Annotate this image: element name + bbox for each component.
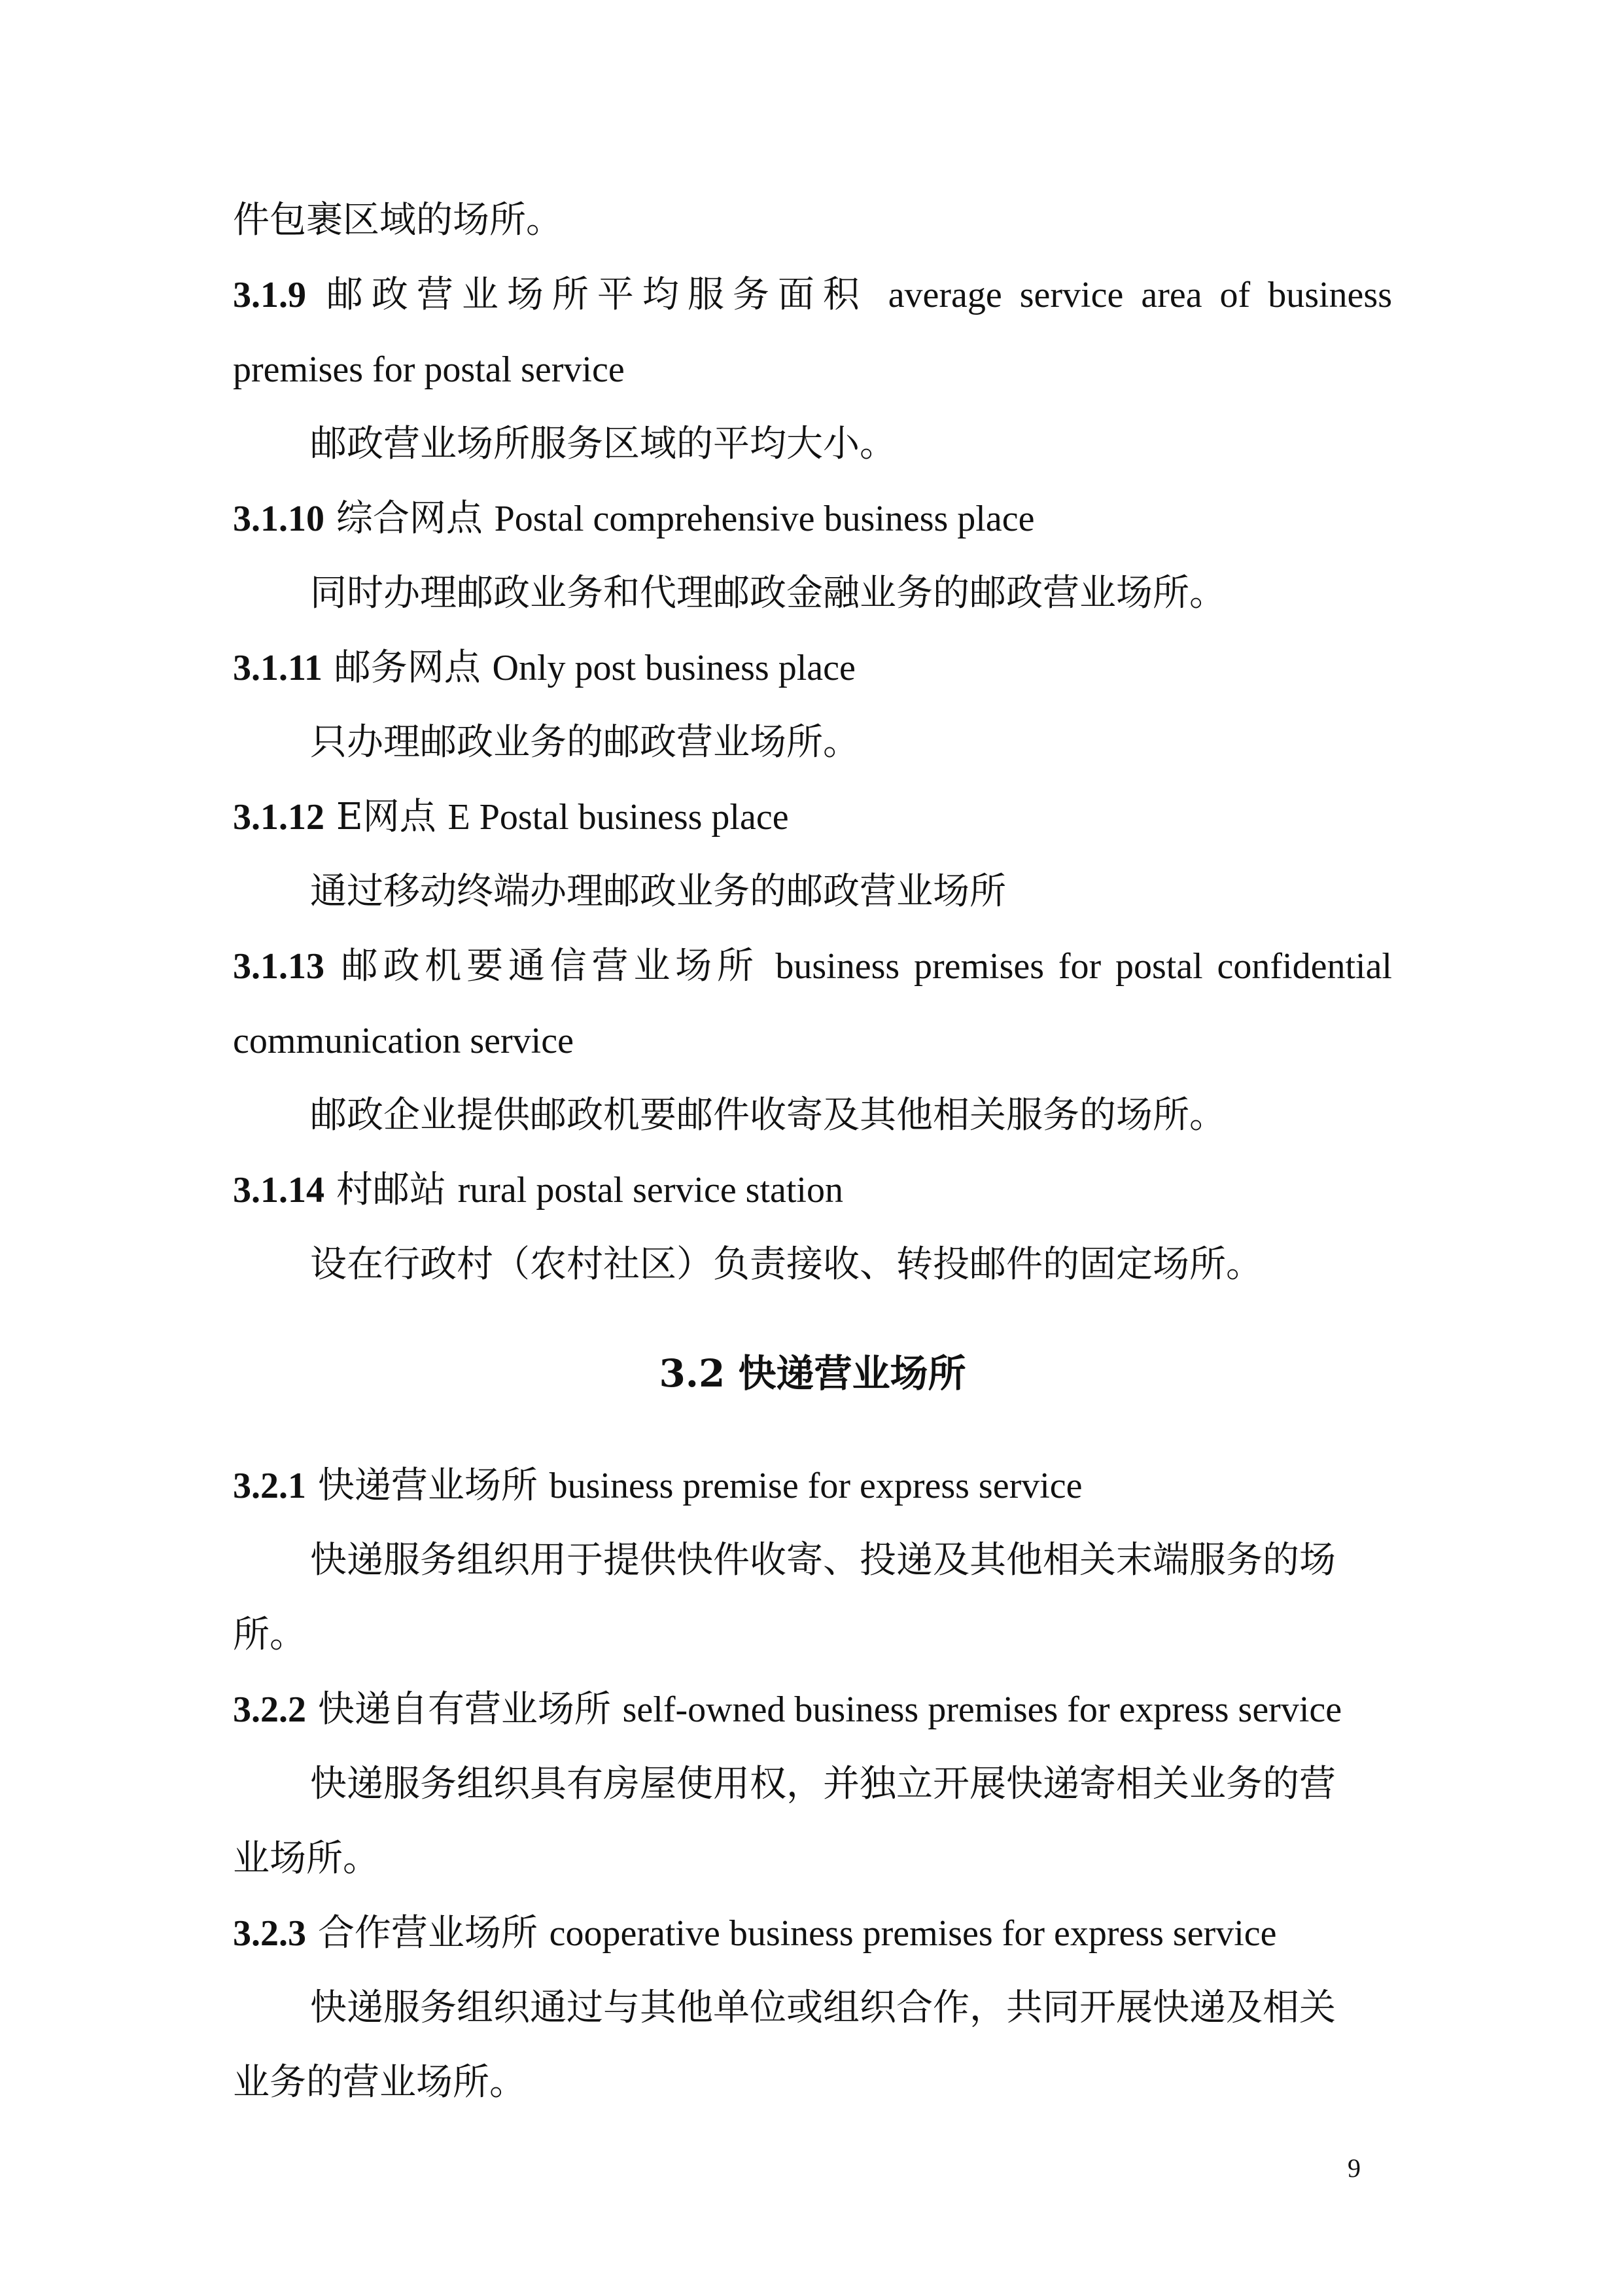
term-heading	[233, 929, 1392, 1004]
term-number: 3.1.9	[233, 275, 306, 315]
term-number: 3.1.10	[233, 499, 324, 539]
term-definition: 快递服务组织通过与其他单位或组织合作，共同开展快递及相关	[310, 1987, 1336, 2029]
term-definition: 只办理邮政业务的邮政营业场所。	[310, 721, 860, 764]
term-number: 3.1.14	[233, 1170, 324, 1210]
term-chinese: 合作营业场所	[317, 1912, 538, 1954]
term-heading	[233, 780, 1392, 855]
term-heading	[233, 1672, 1392, 1747]
term-definition-continued: 业务的营业场所。	[233, 2061, 526, 2104]
term-entry-3-2-3	[233, 1896, 1392, 2120]
term-definition-continued: 所。	[233, 1614, 306, 1656]
page-number: 9	[1348, 2153, 1361, 2183]
term-english: Postal comprehensive business place	[494, 499, 1035, 539]
term-heading	[233, 482, 1392, 556]
term-chinese: 快递自有营业场所	[317, 1688, 611, 1731]
term-english: Only post business place	[492, 648, 856, 688]
term-chinese: 邮政营业场所平均服务面积	[326, 274, 868, 316]
term-heading	[233, 1449, 1392, 1523]
term-chinese: E网点	[336, 796, 436, 838]
term-heading	[233, 258, 1392, 332]
term-chinese: 邮政机要通信营业场所	[341, 945, 759, 987]
term-entry-3-1-10	[233, 482, 1392, 631]
term-number: 3.2.3	[233, 1913, 306, 1954]
term-entry-3-1-12	[233, 780, 1392, 929]
term-number: 3.2.1	[233, 1466, 306, 1506]
term-number: 3.1.13	[233, 946, 324, 987]
term-number: 3.1.11	[233, 648, 323, 688]
page-content	[233, 183, 1392, 2120]
term-heading	[233, 1896, 1392, 1971]
term-chinese: 快递营业场所	[317, 1464, 538, 1507]
term-entry-3-2-2	[233, 1672, 1392, 1896]
term-english: rural postal service station	[457, 1170, 843, 1210]
term-english: business premises for postal confidential	[775, 946, 1392, 987]
term-definition: 设在行政村（农村社区）负责接收、转投邮件的固定场所。	[310, 1243, 1263, 1286]
term-number: 3.1.12	[233, 797, 324, 838]
term-english: cooperative business premises for express service	[549, 1913, 1277, 1954]
term-chinese: 邮务网点	[334, 646, 481, 689]
term-english-continued: premises for postal service	[233, 349, 625, 390]
term-english-continued: communication service	[233, 1021, 574, 1061]
term-entry-3-2-1	[233, 1449, 1392, 1672]
term-definition: 快递服务组织具有房屋使用权，并独立开展快递寄相关业务的营	[310, 1763, 1336, 1805]
term-definition: 邮政企业提供邮政机要邮件收寄及其他相关服务的场所。	[310, 1094, 1226, 1137]
term-definition-continued: 业场所。	[233, 1837, 379, 1880]
term-english: E Postal business place	[447, 797, 789, 838]
section-heading: 3.2 快递营业场所	[659, 1351, 966, 1396]
continuation-text: 件包裹区域的场所。	[233, 199, 563, 241]
term-heading	[233, 1153, 1392, 1227]
term-definition: 同时办理邮政业务和代理邮政金融业务的邮政营业场所。	[310, 572, 1226, 614]
term-heading	[233, 631, 1392, 705]
term-definition: 快递服务组织用于提供快件收寄、投递及其他相关末端服务的场	[310, 1539, 1336, 1581]
term-definition: 通过移动终端办理邮政业务的邮政营业场所	[310, 870, 1006, 913]
term-entry-3-1-13	[233, 929, 1392, 1153]
term-english: self-owned business premises for express service	[622, 1689, 1342, 1730]
term-entry-3-1-9	[233, 258, 1392, 482]
term-definition: 邮政营业场所服务区域的平均大小。	[310, 423, 896, 465]
term-entry-3-1-11	[233, 631, 1392, 780]
term-english: business premise for express service	[549, 1466, 1083, 1506]
term-english: average service area of business	[888, 275, 1392, 315]
term-entry-3-1-14	[233, 1153, 1392, 1302]
term-chinese: 村邮站	[336, 1169, 446, 1211]
term-number: 3.2.2	[233, 1689, 306, 1730]
term-chinese: 综合网点	[336, 497, 483, 540]
